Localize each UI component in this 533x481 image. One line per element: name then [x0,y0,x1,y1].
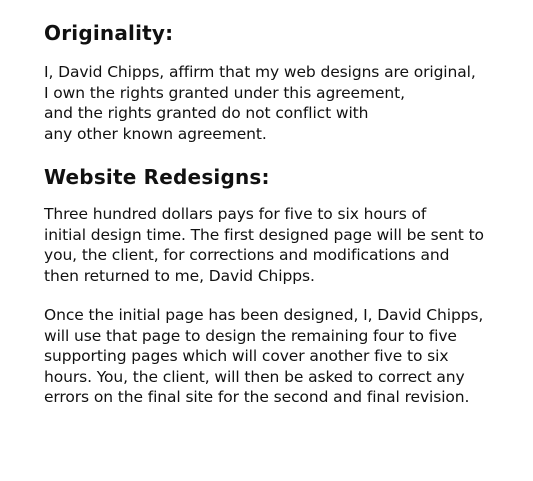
section-heading-originality: Originality: [44,21,174,45]
paragraph-line: you, the client, for corrections and modifications and [44,246,450,264]
paragraph-line: then returned to me, David Chipps. [44,266,315,285]
paragraph-line: initial design time. The first designed page will be sent to [44,225,484,244]
paragraph-line: Three hundred dollars pays for five to six hours of [44,205,427,223]
paragraph-line: hours. You, the client, will then be asked to correct any [44,367,465,386]
paragraph-line: any other known agreement. [44,124,267,143]
redesigns-paragraph-2 [44,305,524,408]
originality-paragraph [44,62,524,144]
paragraph-line: Once the initial page has been designed, I, David Chipps, [44,306,484,324]
redesigns-paragraph-1 [44,204,524,286]
paragraph-line: supporting pages which will cover another five to six [44,347,449,365]
document-body [44,20,524,408]
paragraph-line: I own the rights granted under this agreement, [44,83,405,102]
paragraph-line: and the rights granted do not conflict with [44,104,369,122]
paragraph-line: errors on the final site for the second and final revision. [44,388,470,406]
section-heading-website-redesigns: Website Redesigns: [44,165,270,189]
paragraph-line: I, David Chipps, affirm that my web designs are original, [44,63,476,81]
paragraph-line: will use that page to design the remaining four to five [44,326,457,345]
